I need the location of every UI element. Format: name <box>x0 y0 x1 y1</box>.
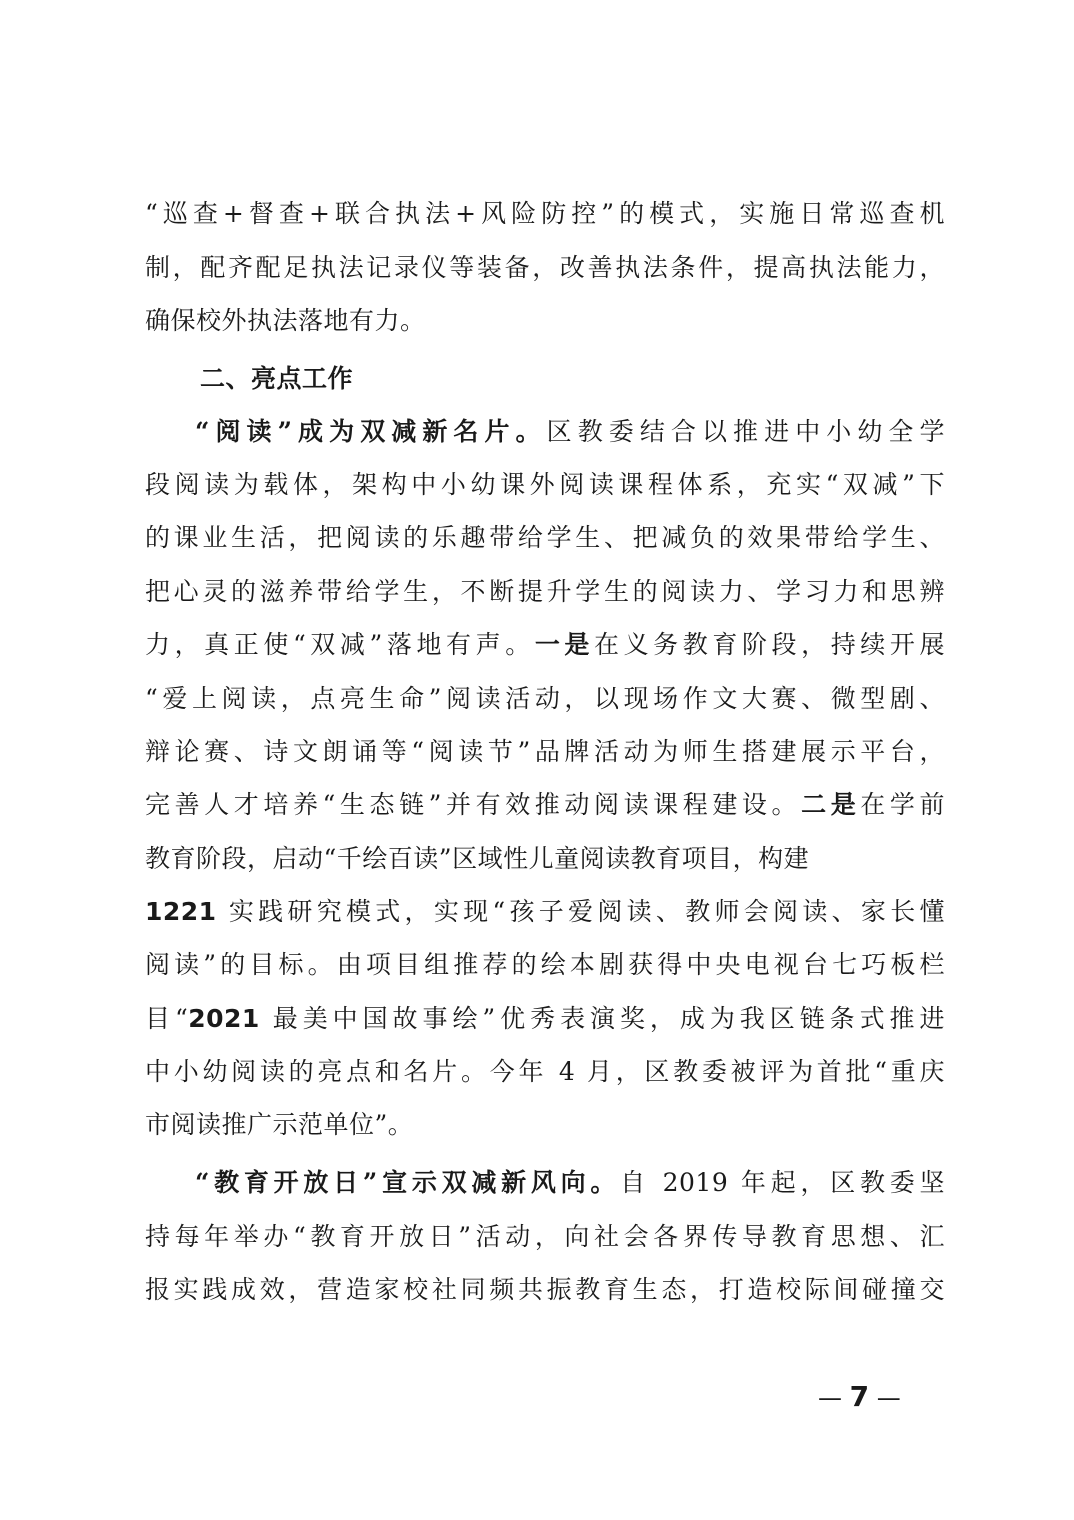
paragraph2-line14: 市阅读推广示范单位”。 <box>145 1110 414 1139</box>
paragraph3-lead: “教育开放日”宣示双减新风向。 <box>195 1168 621 1197</box>
paragraph2-line1 <box>195 415 945 449</box>
page-number-value: 7 <box>849 1380 870 1413</box>
paragraph3-line3: 报实践成效，营造家校社同频共振教育生态，打造校际间碰撞交 <box>145 1275 945 1304</box>
paragraph2-line8-bold: 二是 <box>801 790 861 819</box>
paragraph2-line1-rest: 区教委结合以推进中小幼全学 <box>546 417 945 446</box>
paragraph2-line5-bold: 一是 <box>534 630 594 659</box>
paragraph2-line5-a: 力，真正使“双减”落地有声。 <box>145 630 535 659</box>
paragraph2-line2: 段阅读为载体，架构中小幼课外阅读课程体系，充实“双减”下 <box>145 470 945 499</box>
paragraph1-line2: 制，配齐配足执法记录仪等装备，改善执法条件，提高执法能力， <box>145 253 945 282</box>
paragraph2-line10-rest: 实践研究模式，实现“孩子爱阅读、教师会阅读、家长懂 <box>216 897 945 926</box>
paragraph2-line13: 中小幼阅读的亮点和名片。今年 4 月，区教委被评为首批“重庆 <box>145 1057 945 1086</box>
paragraph2-line10-number: 1221 <box>145 897 217 926</box>
paragraph2-line11: 阅读”的目标。由项目组推荐的绘本剧获得中央电视台七巧板栏 <box>145 950 945 979</box>
paragraph2-lead: “阅读”成为双减新名片。 <box>195 417 547 446</box>
paragraph2-line8-b: 在学前 <box>860 790 945 819</box>
paragraph3-line1 <box>195 1166 945 1200</box>
paragraph2-line3: 的课业生活，把阅读的乐趣带给学生、把减负的效果带给学生、 <box>145 523 945 552</box>
paragraph2-line12-b: 最美中国故事绘”优秀表演奖，成为我区链条式推进 <box>259 1004 946 1033</box>
paragraph2-line5-b: 在义务教育阶段，持续开展 <box>594 630 945 659</box>
paragraph2-line4: 把心灵的滋养带给学生，不断提升学生的阅读力、学习力和思辨 <box>145 577 945 606</box>
paragraph2-line6: “爱上阅读，点亮生命”阅读活动，以现场作文大赛、微型剧、 <box>145 684 945 713</box>
paragraph2-line8 <box>145 788 945 822</box>
paragraph1-line3: 确保校外执法落地有力。 <box>145 306 426 335</box>
paragraph2-line8-a: 完善人才培养“生态链”并有效推动阅读课程建设。 <box>145 790 802 819</box>
paragraph2-line12 <box>145 1002 945 1036</box>
paragraph2-line9: 教育阶段，启动“千绘百读”区域性儿童阅读教育项目，构建 <box>145 844 810 873</box>
paragraph3-line2: 持每年举办“教育开放日”活动，向社会各界传导教育思想、汇 <box>145 1222 945 1251</box>
page-number-dash-left: — <box>818 1384 842 1412</box>
paragraph2-line12-number: 2021 <box>188 1004 260 1033</box>
section-heading: 二、亮点工作 <box>200 364 354 393</box>
paragraph3-line1-rest: 自 2019 年起，区教委坚 <box>620 1168 945 1197</box>
paragraph2-line10 <box>145 895 945 929</box>
paragraph2-line7: 辩论赛、诗文朗诵等“阅读节”品牌活动为师生搭建展示平台， <box>145 737 945 766</box>
page-number-dash-right: — <box>876 1384 901 1412</box>
paragraph2-line5 <box>145 628 945 662</box>
page-number <box>818 1380 918 1414</box>
paragraph2-line12-a: 目“ <box>145 1004 189 1033</box>
paragraph1-line1: “巡查+督查+联合执法+风险防控”的模式，实施日常巡查机 <box>145 199 945 228</box>
